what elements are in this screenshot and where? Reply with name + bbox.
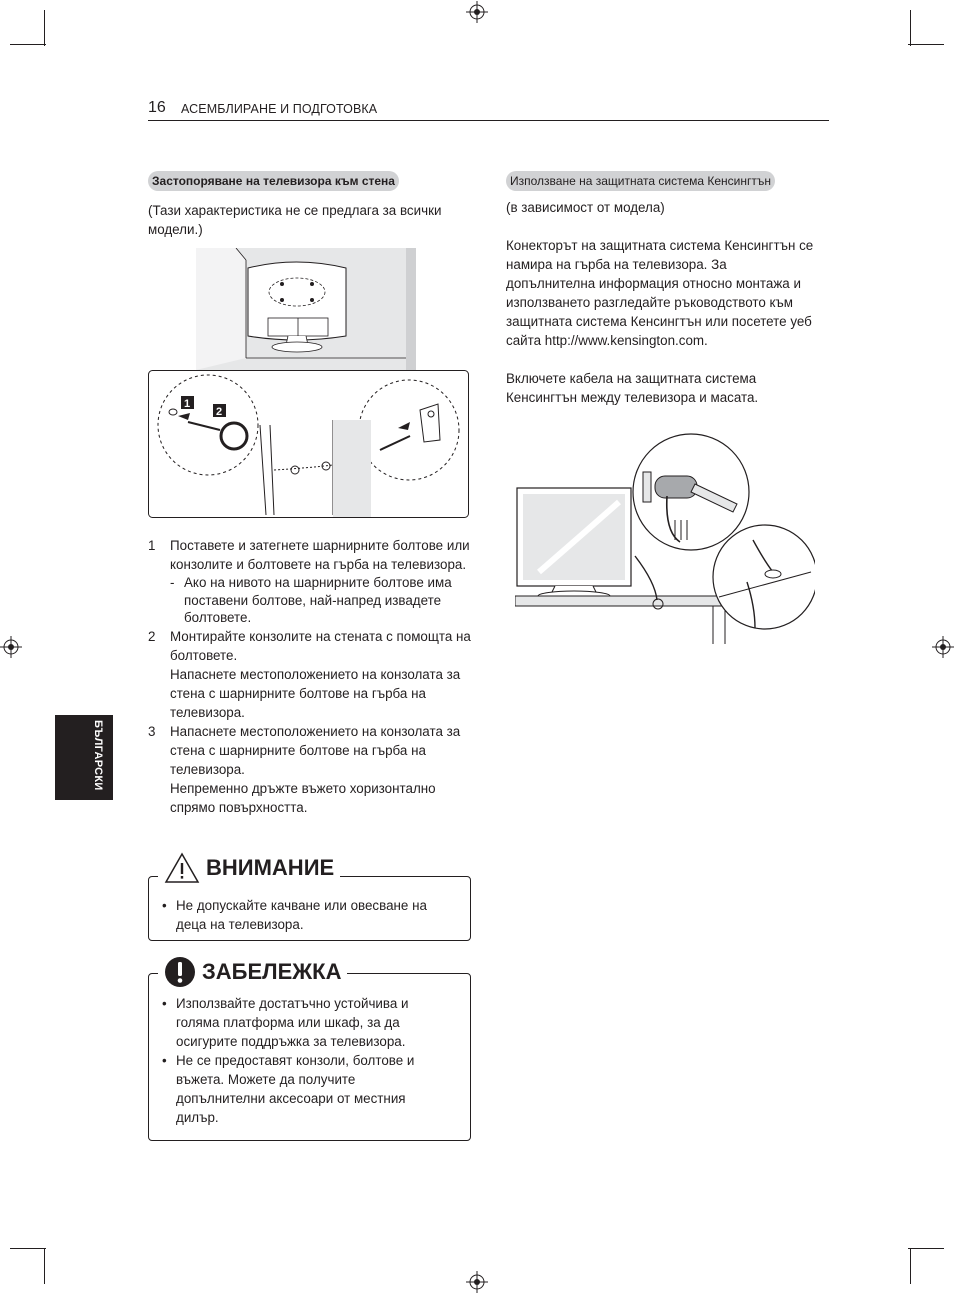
list-item [162,896,452,934]
caution-title [158,852,340,884]
page-number: 16 [148,99,166,116]
crop-mark [44,1248,45,1284]
language-tab [55,715,113,800]
kensington-instruction: Включете кабела на защитната система Кенсингтън между телевизора и масата. [506,371,759,405]
crop-mark [910,10,911,46]
header-rule [148,120,829,121]
registration-mark-icon [0,636,22,658]
note-item: Използвайте достатъчно устойчива и голяма платформа или шкаф, за да осигурите поддръжка за телевизора. [176,996,409,1049]
step-text: Поставете и затегнете шарнирните болтове или конзолите и болтовете на гърба на телевизора. [170,538,470,572]
warning-triangle-icon [164,852,200,884]
list-item [148,722,478,817]
note-title [158,956,347,988]
list-item [148,536,478,574]
step-extra: Напаснете местоположението на конзолата за стена с шарнирните болтове на гърба на телевизора. [170,666,461,720]
list-item [162,994,432,1051]
crop-mark [908,44,944,45]
step-number: 2 [148,628,156,644]
caution-list [162,896,452,934]
crop-mark [44,10,45,46]
figure-step-1-label: 1 [184,398,191,410]
section-title: АСЕМБЛИРАНЕ И ПОДГОТОВКА [181,102,378,116]
availability-note: (Тази характеристика не се предлага за всички модели.) [148,203,442,237]
list-item [148,627,478,722]
step-extra: Непременно дръжте въжето хоризонтално спрямо повърхността. [170,780,436,815]
step-number: 3 [148,723,156,739]
step-number: 1 [148,538,156,553]
figure-step-2-label: 2 [216,406,223,418]
crop-mark [908,1248,944,1249]
tv-back-illustration [196,248,416,370]
step-text: Напаснете местоположението на конзолата за стена с шарнирните болтове на гърба на телевизора. [170,723,461,777]
registration-mark-icon [466,1271,488,1293]
dash-bullet: - [170,575,175,590]
note-title-text: ЗАБЕЛЕЖКА [202,959,342,984]
kensington-heading: Използване на защитната система Кенсингтън [506,171,775,191]
bullet-icon: • [162,996,167,1011]
bullet-icon: • [162,1053,167,1068]
crop-mark [10,44,46,45]
crop-mark [10,1248,46,1249]
caution-item: Не допускайте качване или овесване на деца на телевизора. [176,898,427,932]
bullet-icon: • [162,898,167,913]
note-list [162,994,432,1127]
bracket-illustration [148,370,469,518]
kensington-paragraph: Конекторът на защитната система Кенсингтън се намира на гърба на телевизора. За допълнителна информация относно монтажа и използването разгледайте ръководството към защитната система Кенсингтън или посетете уеб сайта http://www.kensington.com. [506,238,814,348]
mounting-steps [148,536,478,817]
list-item [170,574,478,627]
step-subnote: Ако на нивото на шарнирните болтове има поставени болтове, най-напред извадете болтовете. [184,575,452,625]
model-note: (в зависимост от модела) [506,200,665,215]
exclamation-circle-icon [164,956,196,988]
crop-mark [910,1248,911,1284]
step-text: Монтирайте конзолите на стената с помощта на болтовете. [170,628,471,663]
note-item: Не се предоставят конзоли, болтове и въжета. Можете да получите допълнителни аксесоари от местния дилър. [176,1053,415,1125]
list-item [162,1051,432,1127]
kensington-illustration [515,432,815,644]
wall-mount-heading: Застопоряване на телевизора към стена [148,171,399,191]
registration-mark-icon [466,1,488,23]
caution-title-text: ВНИМАНИЕ [206,855,335,880]
registration-mark-icon [932,636,954,658]
language-tab-label: БЪЛГАРСКИ [92,720,104,791]
